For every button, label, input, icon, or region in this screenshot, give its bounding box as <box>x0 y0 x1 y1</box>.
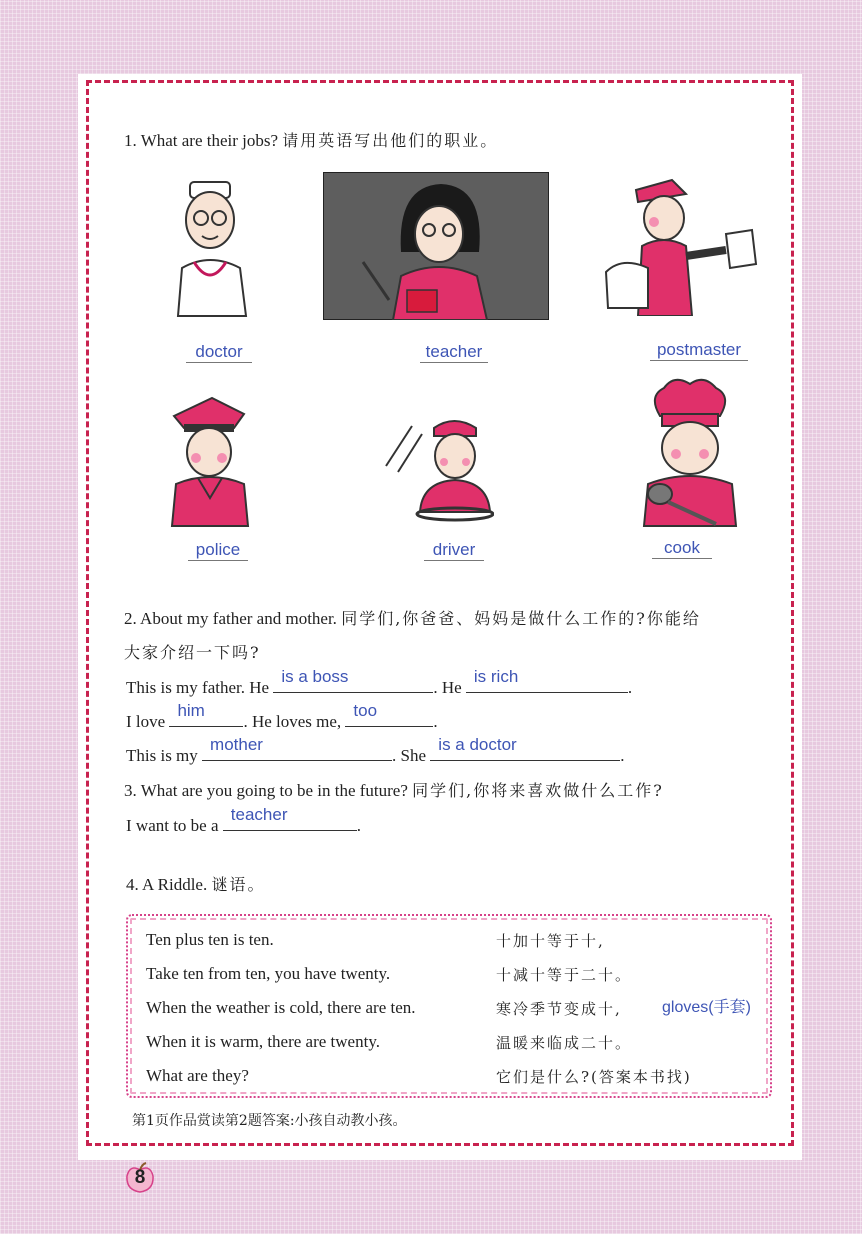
postmaster-illustration <box>602 176 760 316</box>
q4-heading <box>126 872 266 895</box>
q2-title-zh-b: 大家介绍一下吗? <box>124 643 261 662</box>
q3-heading <box>124 778 664 801</box>
answer-driver: driver <box>432 540 476 559</box>
q3-blank <box>223 805 357 831</box>
riddle-line-en-5: What are they? <box>146 1066 249 1085</box>
riddle-line-zh-3: 寒冷季节变成十, <box>496 1000 622 1018</box>
q2-l2-text-b: . He loves me, <box>243 712 342 731</box>
q2-l3-blank-1 <box>202 735 392 761</box>
q1-heading <box>124 128 498 151</box>
q2-l3-blank-2 <box>430 735 620 761</box>
riddle-line-en-4: When it is warm, there are twenty. <box>146 1032 380 1051</box>
page-number-badge <box>124 1162 156 1194</box>
q2-l1-text-c: . <box>627 678 633 697</box>
answer-line-4 <box>188 540 248 561</box>
q2-l1-text-b: . He <box>433 678 462 697</box>
riddle-line-en-3: When the weather is cold, there are ten. <box>146 998 416 1017</box>
answer-line-6 <box>652 538 712 559</box>
q2-l1-blank-1 <box>273 667 433 693</box>
q2-l2-text-a: I love <box>126 712 166 731</box>
q2-l2-blank-1 <box>169 701 243 727</box>
doctor-illustration <box>168 178 258 318</box>
q2-l3-text-b: . She <box>392 746 427 765</box>
answer-police: police <box>195 540 241 559</box>
q2-l3-answer-1: mother <box>210 735 263 754</box>
riddle-line-zh-5: 它们是什么?(答案本书找) <box>496 1068 692 1086</box>
q2-l3-text-a: This is my <box>126 746 198 765</box>
q2-l2-blank-2 <box>345 701 433 727</box>
q2-l2-answer-1: him <box>177 701 205 720</box>
riddle-line-en-1: Ten plus ten is ten. <box>146 930 274 949</box>
q3-answer: teacher <box>230 805 288 824</box>
q3-text-a: I want to be a <box>126 816 219 835</box>
page-number: 8 <box>134 1167 146 1188</box>
q2-l1-answer-1: is a boss <box>281 667 349 686</box>
riddle-line-zh-4: 温暖来临成二十。 <box>496 1034 633 1052</box>
q2-title-zh-a: 同学们,你爸爸、妈妈是做什么工作的?你能给 <box>341 609 701 628</box>
answer-line-3 <box>650 340 748 361</box>
q1-title-zh: 请用英语写出他们的职业。 <box>282 131 499 150</box>
q2-l3-text-c: . <box>620 746 625 765</box>
teacher-illustration <box>323 172 549 320</box>
police-illustration <box>168 394 252 528</box>
answer-line-5 <box>424 540 484 561</box>
riddle-line-zh-1: 十加十等于十, <box>496 932 605 950</box>
q2-l1-answer-2: is rich <box>473 667 519 686</box>
answer-doctor: doctor <box>195 342 243 361</box>
q2-l1-text-a: This is my father. He <box>126 678 270 697</box>
q3-text-c: . <box>356 816 362 835</box>
cook-illustration <box>638 376 742 528</box>
q2-l3-answer-2: is a doctor <box>438 735 517 754</box>
q3-title-en: 3. What are you going to be in the future? <box>124 781 408 800</box>
answer-teacher: teacher <box>425 342 483 361</box>
q2-l1-blank-2 <box>466 667 628 693</box>
q2-line-1 <box>126 667 633 700</box>
footer-note: 第1页作品赏读第2题答案:小孩自动教小孩。 <box>132 1113 407 1129</box>
q2-l2-answer-2: too <box>353 701 378 720</box>
q2-line-3 <box>126 735 625 768</box>
q3-line <box>126 805 362 838</box>
answer-postmaster: postmaster <box>656 340 742 359</box>
q2-l2-text-c: . <box>433 712 438 731</box>
riddle-line-en-2: Take ten from ten, you have twenty. <box>146 964 391 983</box>
answer-cook: cook <box>664 538 700 557</box>
q4-title-en: 4. A Riddle. <box>126 875 208 894</box>
q2-line-2 <box>126 701 438 734</box>
answer-line-2 <box>420 342 488 363</box>
q3-title-zh: 同学们,你将来喜欢做什么工作? <box>412 781 664 800</box>
q1-title-en: 1. What are their jobs? <box>124 131 279 150</box>
q2-title-en: 2. About my father and mother. <box>124 609 337 628</box>
answer-line-1 <box>186 342 252 363</box>
riddle-line-zh-2: 十减十等于二十。 <box>496 966 633 984</box>
q2-heading <box>124 606 701 629</box>
q4-title-zh: 谜语。 <box>211 875 266 894</box>
riddle-answer: gloves(手套) <box>662 999 751 1016</box>
driver-illustration <box>382 416 494 522</box>
